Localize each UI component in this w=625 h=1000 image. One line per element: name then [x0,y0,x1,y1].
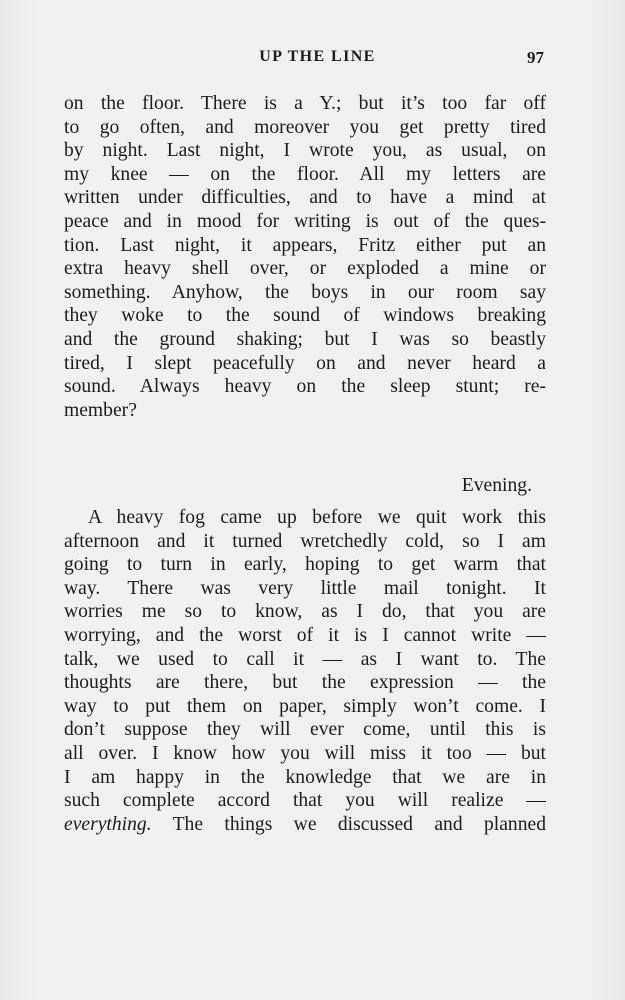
paragraph-1 [64,92,546,422]
text-line: member? [64,399,137,421]
text-line: they woke to the sound of windows breaking [64,305,546,327]
text-line: I am happy in the knowledge that we are in [64,766,546,788]
text-line: don’t suppose they will ever come, until this is [64,719,546,741]
page-number: 97 [527,48,544,67]
text-line: and the ground shaking; but I was so beastly [64,328,546,350]
text-line: such complete accord that you will realize — [64,790,546,812]
emphasized-word: everything. [64,813,152,835]
text-line: worrying, and the worst of it is I cannot write — [64,624,546,646]
text-line: extra heavy shell over, or exploded a mine or [64,258,546,280]
text-line: afternoon and it turned wretchedly cold, so I am [64,530,546,552]
text-line: way. There was very little mail tonight. It [64,577,546,599]
text-line: way to put them on paper, simply won’t come. I [64,695,546,717]
text-line-rest: The things we discussed and planned [151,813,546,835]
text-line: worries me so to know, as I do, that you are [64,601,546,623]
text-line: tion. Last night, it appears, Fritz either put an [64,234,546,256]
text-line: by night. Last night, I wrote you, as usual, on [64,140,546,162]
text-line: thoughts are there, but the expression — the [64,672,546,694]
text-line: sound. Always heavy on the sleep stunt; re- [64,376,546,398]
text-line: going to turn in early, hoping to get warm that [64,554,546,576]
text-line: all over. I know how you will miss it too — but [64,742,546,764]
text-line-final [64,813,546,837]
running-title: UP THE LINE [259,48,376,65]
text-line: something. Anyhow, the boys in our room say [64,281,546,303]
text-line: on the floor. There is a Y.; but it’s too far off [64,93,546,114]
text-line: A heavy fog came up before we quit work this [88,507,546,528]
text-line: tired, I slept peacefully on and never heard a [64,352,546,374]
text-line: my knee — on the floor. All my letters are [64,163,546,185]
running-head [0,48,625,72]
text-line: talk, we used to call it — as I want to. The [64,648,546,670]
text-line: peace and in mood for writing is out of the ques- [64,210,546,232]
paragraph-2 [64,506,546,836]
text-line: to go often, and moreover you get pretty tired [64,116,546,138]
text-line: written under difficulties, and to have a mind at [64,187,546,209]
dateline: Evening. [461,475,532,496]
